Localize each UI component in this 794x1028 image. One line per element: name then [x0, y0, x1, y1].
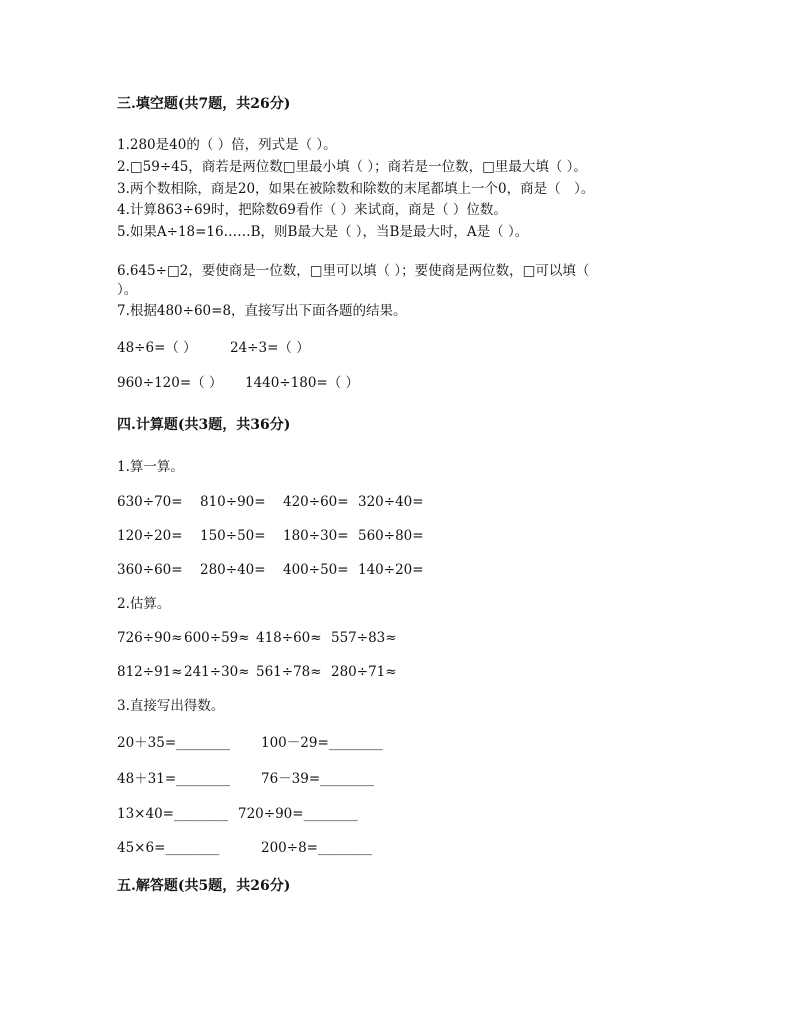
calc-item: 810÷90= — [200, 494, 266, 510]
part-3-title: 3.直接写出得数。 — [117, 698, 225, 714]
calc-item: 280÷40= — [200, 562, 266, 578]
calc-item: 150÷50= — [200, 528, 266, 544]
mental-item: 720÷90=________ — [238, 806, 358, 822]
calc-item: 360÷60= — [117, 562, 183, 578]
q7-item: 960÷120=（ ） — [117, 375, 223, 391]
calc-item: 180÷30= — [283, 528, 349, 544]
question-6-line-1: 6.645÷□2，要使商是一位数，□里可以填（ ）；要使商是两位数，□可以填（ — [117, 263, 590, 279]
question-5: 5.如果A÷18=16……B，则B最大是（ ），当B是最大时，A是（ ）。 — [117, 224, 529, 240]
q7-item: 24÷3=（ ） — [230, 340, 310, 356]
estimate-item: 418÷60≈ — [256, 630, 322, 646]
mental-item: 76－39=________ — [261, 771, 375, 787]
calc-item: 420÷60= — [283, 494, 349, 510]
estimate-item: 600÷59≈ — [184, 630, 250, 646]
part-1-title: 1.算一算。 — [117, 459, 184, 475]
calc-item: 560÷80= — [358, 528, 424, 544]
mental-item: 100－29=________ — [261, 735, 383, 751]
question-6-line-2: ）。 — [117, 282, 138, 298]
question-2: 2.□59÷45，商若是两位数□里最小填（ ）；商若是一位数，□里最大填（ ）。 — [117, 159, 587, 175]
calc-item: 140÷20= — [358, 562, 424, 578]
section-4-heading: 四.计算题(共3题，共36分) — [117, 417, 291, 433]
mental-item: 45×6=________ — [117, 840, 220, 856]
question-4: 4.计算863÷69时，把除数69看作（ ）来试商，商是（ ）位数。 — [117, 202, 507, 218]
calc-item: 320÷40= — [358, 494, 424, 510]
estimate-item: 280÷71≈ — [331, 664, 397, 680]
q7-item: 48÷6=（ ） — [117, 340, 197, 356]
estimate-item: 557÷83≈ — [331, 630, 397, 646]
estimate-item: 812÷91≈ — [117, 664, 183, 680]
calc-item: 400÷50= — [283, 562, 349, 578]
estimate-item: 241÷30≈ — [184, 664, 250, 680]
section-5-heading: 五.解答题(共5题，共26分) — [117, 878, 291, 894]
section-3-heading: 三.填空题(共7题，共26分) — [117, 96, 291, 112]
mental-item: 20＋35=________ — [117, 735, 231, 751]
calc-item: 630÷70= — [117, 494, 183, 510]
question-1: 1.280是40的（ ）倍，列式是（ ）。 — [117, 137, 337, 153]
estimate-item: 726÷90≈ — [117, 630, 183, 646]
part-2-title: 2.估算。 — [117, 596, 171, 612]
estimate-item: 561÷78≈ — [256, 664, 322, 680]
mental-item: 200÷8=________ — [261, 840, 372, 856]
mental-item: 13×40=________ — [117, 806, 228, 822]
question-7: 7.根据480÷60=8，直接写出下面各题的结果。 — [117, 303, 407, 319]
calc-item: 120÷20= — [117, 528, 183, 544]
question-3: 3.两个数相除，商是20，如果在被除数和除数的末尾都填上一个0，商是（ ）。 — [117, 181, 595, 197]
q7-item: 1440÷180=（ ） — [245, 375, 360, 391]
mental-item: 48＋31=________ — [117, 771, 231, 787]
